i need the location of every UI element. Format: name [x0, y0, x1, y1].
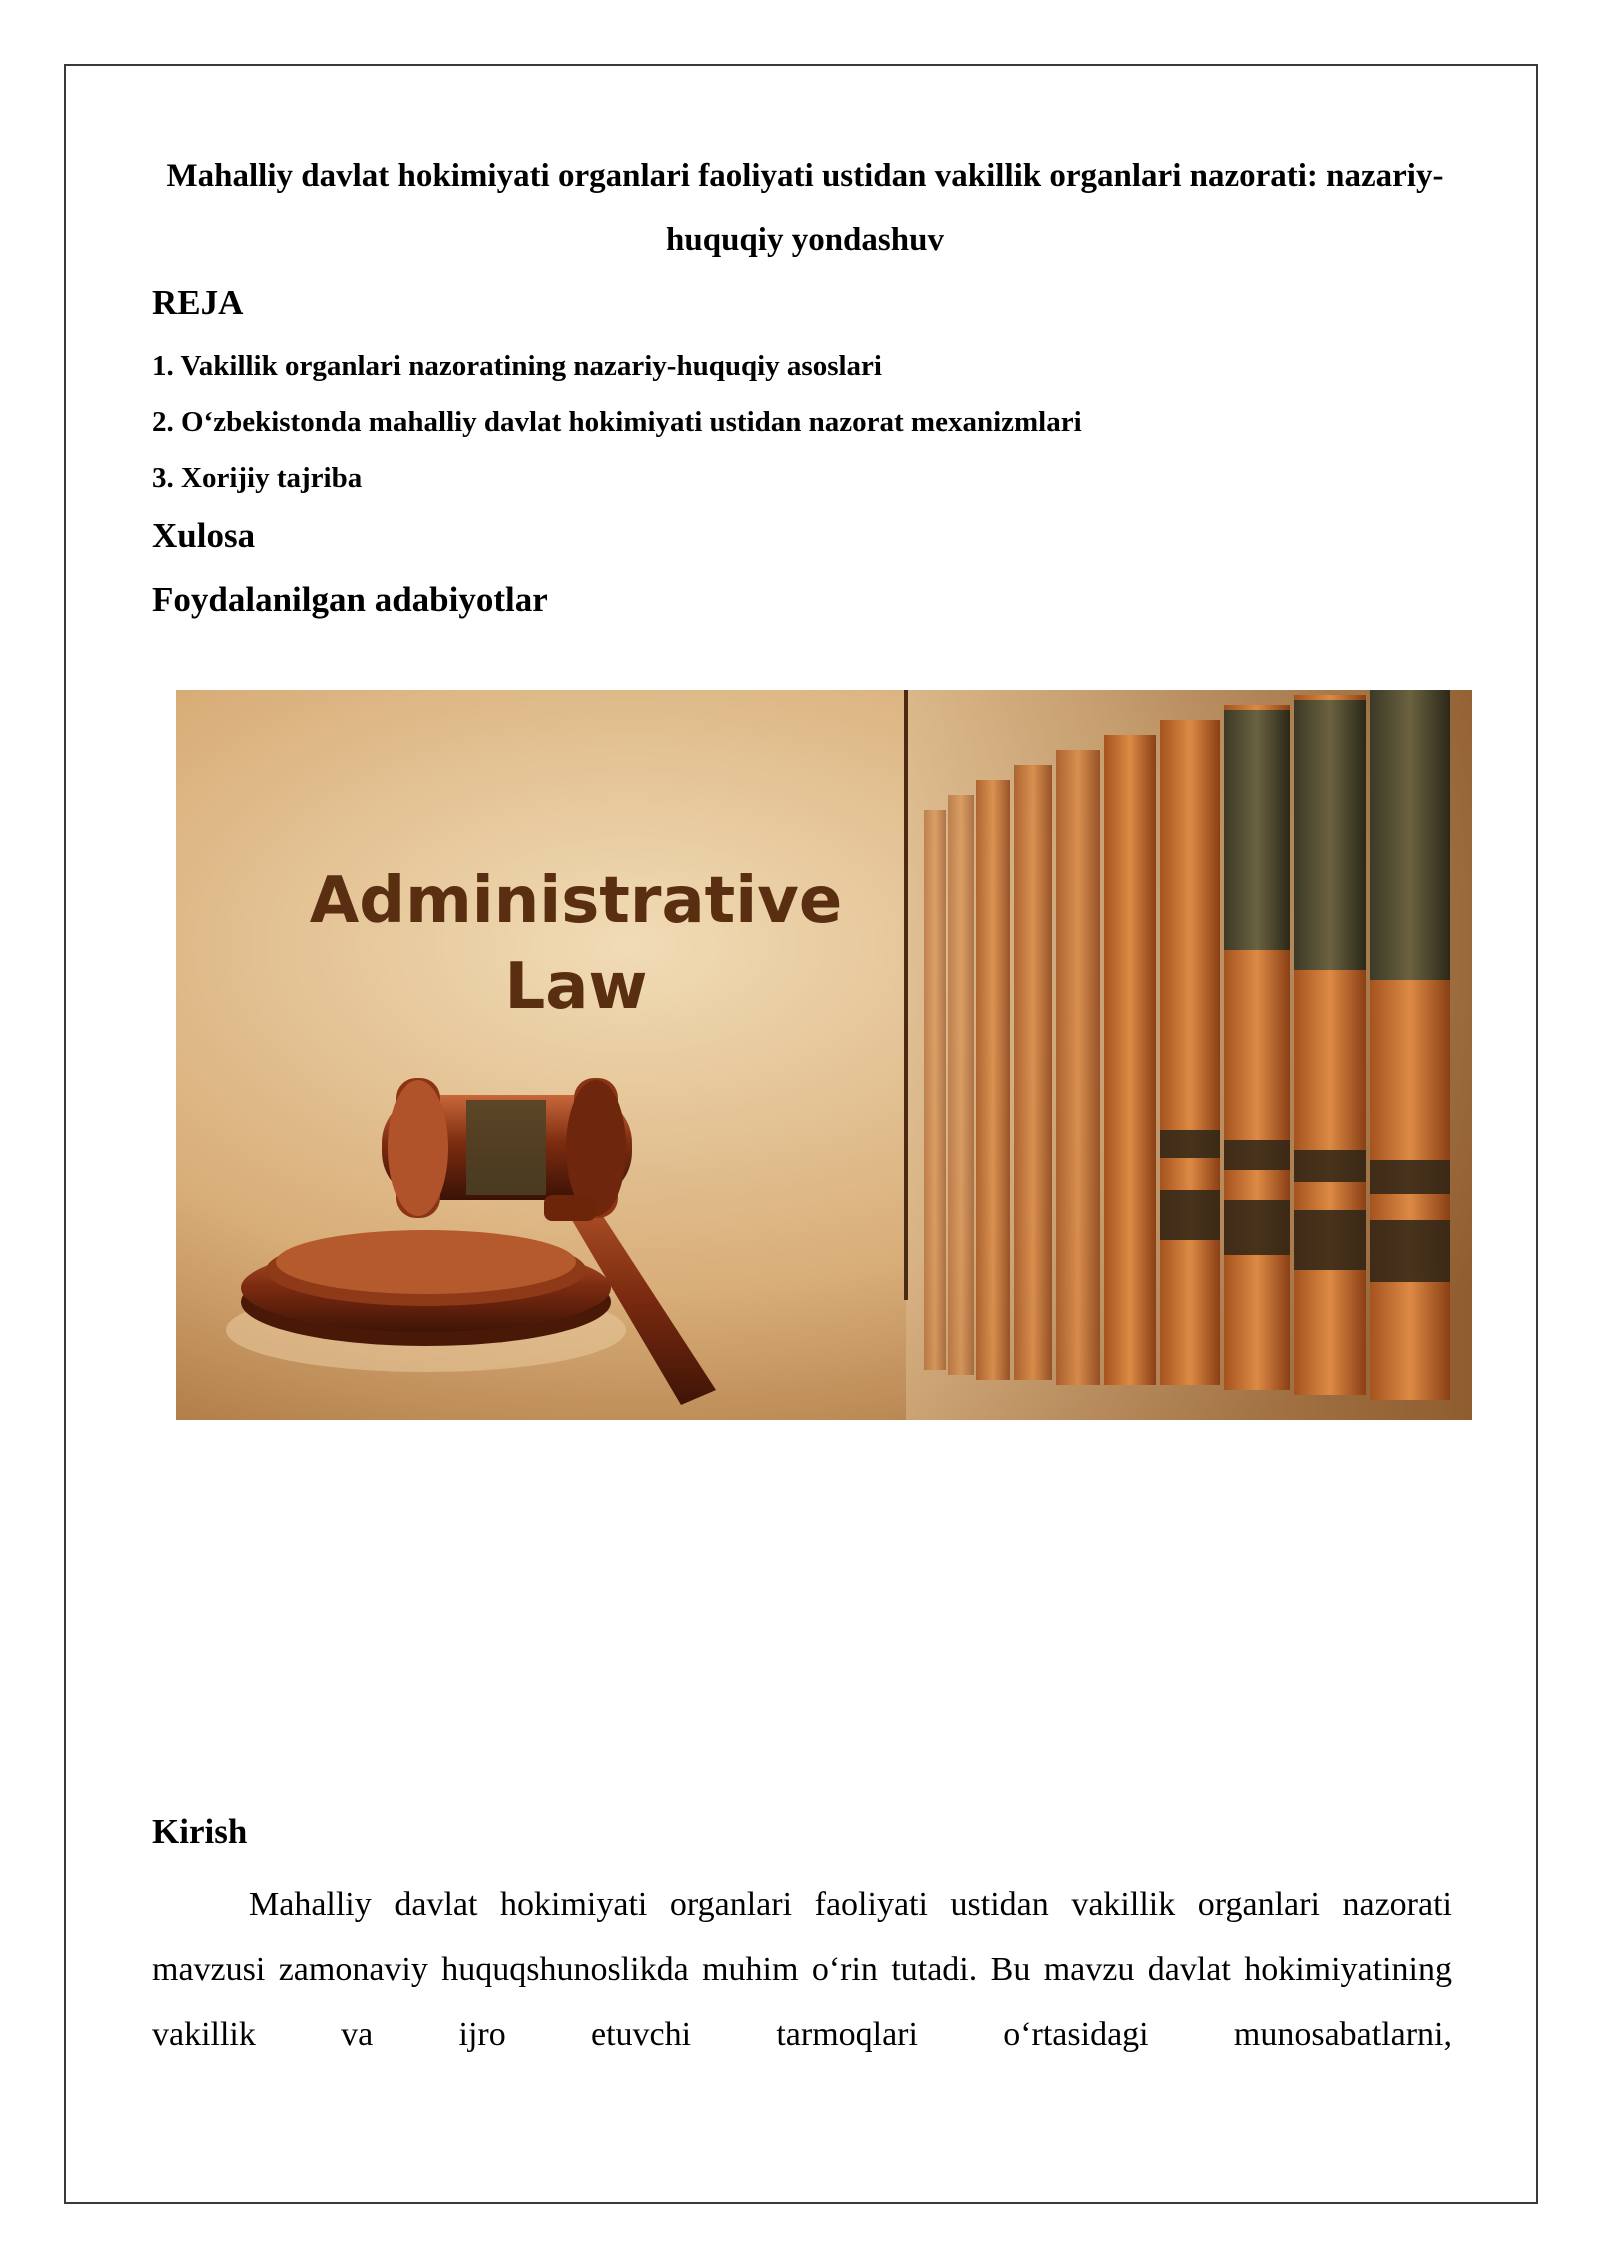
- references-heading: Foydalanilgan adabiyotlar: [152, 580, 548, 619]
- intro-paragraph-container: [152, 1872, 1452, 2067]
- administrative-law-illustration: [176, 690, 1472, 1420]
- illustration-caption-line2: Law: [504, 950, 648, 1024]
- plan-heading: REJA: [152, 283, 244, 322]
- conclusion-heading: Xulosa: [152, 516, 256, 555]
- plan-item-1: 1. Vakillik organlari nazoratining nazariy-huquqiy asoslari: [152, 350, 882, 382]
- illustration-caption-line1: Administrative: [309, 864, 843, 938]
- intro-paragraph: Mahalliy davlat hokimiyati organlari faoliyati ustidan vakillik organlari nazorati mavzusi zamonaviy huquqshunoslikda muhim o‘rin tutadi. Bu mavzu davlat hokimiyatining vakillik va ijro etuvchi tarmoqlari o‘rtasidagi munosabatlarni,: [152, 1886, 1452, 2053]
- plan-item-3: 3. Xorijiy tajriba: [152, 462, 363, 494]
- plan-item-2: 2. O‘zbekistonda mahalliy davlat hokimiyati ustidan nazorat mexanizmlari: [152, 406, 1082, 438]
- intro-heading: Kirish: [152, 1812, 248, 1851]
- document-title: Mahalliy davlat hokimiyati organlari faoliyati ustidan vakillik organlari nazorati: nazariy-huquqiy yondashuv: [166, 158, 1444, 258]
